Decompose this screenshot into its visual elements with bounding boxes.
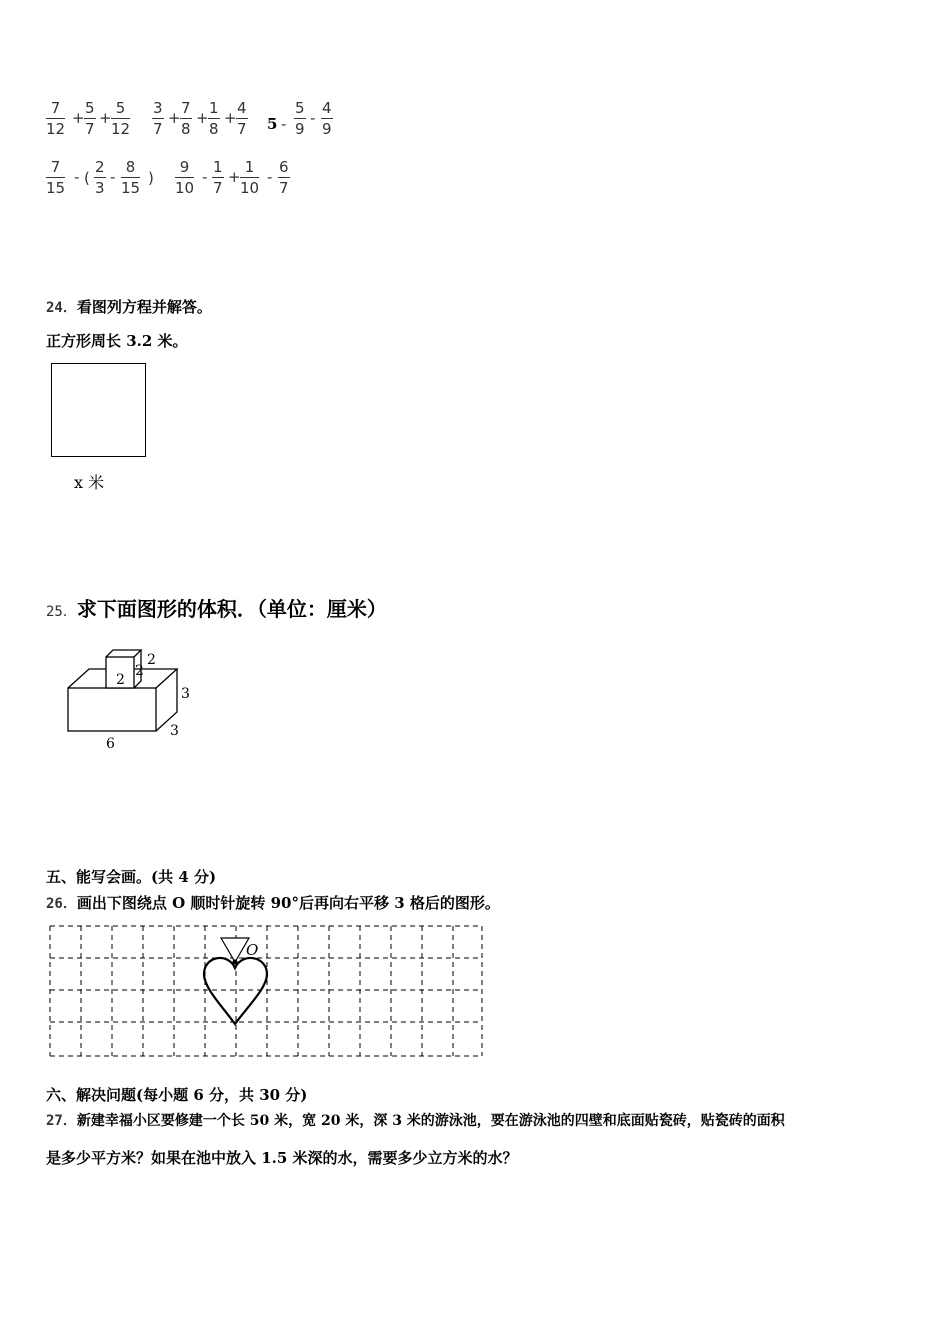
fraction: $\frac{6}{7}$	[279, 158, 289, 197]
section-6-heading: 六、解决问题(每小题 6 分，共 30 分)	[46, 1086, 308, 1104]
cube-top-face	[106, 650, 141, 657]
fraction: $\frac{7}{15}$	[46, 158, 66, 197]
fraction: $\frac{5}{7}$	[85, 99, 95, 138]
question-24	[46, 296, 212, 317]
box-front-face	[68, 688, 156, 731]
question-number: 26．	[46, 896, 77, 912]
plus-sign: +	[196, 109, 209, 127]
minus-sign: -	[110, 168, 116, 186]
minus-sign: -	[310, 109, 316, 127]
section-5-heading: 五、能写会画。(共 4 分)	[46, 868, 217, 886]
cube-front-label: 2	[116, 672, 125, 688]
square-side-label: x 米	[74, 473, 105, 492]
cube-top-label: 2	[147, 652, 156, 668]
minus-sign: -	[202, 168, 208, 186]
question-26	[46, 892, 500, 913]
fraction: $\frac{7}{8}$	[181, 99, 191, 138]
plus-sign: +	[72, 109, 85, 127]
fraction: $\frac{2}{3}$	[95, 158, 105, 197]
fraction: $\frac{8}{15}$	[121, 158, 141, 197]
minus-sign: -	[281, 115, 287, 133]
box-length-label: 6	[106, 736, 115, 752]
point-o-label: O	[246, 941, 259, 959]
fraction: $\frac{1}{8}$	[209, 99, 219, 138]
minus-sign: -	[267, 168, 273, 186]
plus-sign: +	[168, 109, 181, 127]
fraction: $\frac{5}{12}$	[111, 99, 131, 138]
plus-sign: +	[224, 109, 237, 127]
grid-lines	[50, 926, 482, 1056]
question-number: 25．	[46, 604, 77, 620]
right-paren: )	[148, 169, 154, 187]
fraction: $\frac{4}{9}$	[322, 99, 332, 138]
square-figure	[51, 363, 146, 457]
cuboid-with-cube-figure	[60, 640, 210, 755]
question-25	[46, 593, 387, 622]
cube-side-label: 2	[135, 663, 144, 679]
box-height-label: 3	[181, 686, 190, 702]
question-27-line-1	[46, 1110, 785, 1130]
plus-sign: +	[228, 168, 241, 186]
question-text: 新建幸福小区要修建一个长 50 米，宽 20 米，深 3 米的游泳池，要在游泳池的四壁和底面贴瓷砖，贴瓷砖的面积	[76, 1113, 785, 1129]
fraction: $\frac{9}{10}$	[175, 158, 195, 197]
whole-number: 5	[267, 115, 278, 133]
plus-sign: +	[99, 109, 112, 127]
fraction: $\frac{7}{12}$	[46, 99, 66, 138]
question-number: 24．	[46, 300, 77, 316]
question-27-line-2: 是多少平方米？如果在池中放入 1.5 米深的水，需要多少立方米的水？	[46, 1149, 518, 1167]
point-o	[233, 960, 238, 965]
fraction: $\frac{5}{9}$	[295, 99, 305, 138]
dashed-grid-figure	[46, 922, 486, 1062]
question-text: 画出下图绕点 O 顺时针旋转 90°后再向右平移 3 格后的图形。	[76, 894, 500, 912]
question-number: 27．	[46, 1113, 77, 1129]
fraction: $\frac{1}{7}$	[213, 158, 223, 197]
fraction: $\frac{3}{7}$	[153, 99, 163, 138]
left-paren: (	[84, 169, 90, 187]
fraction: $\frac{4}{7}$	[237, 99, 247, 138]
fraction: $\frac{1}{10}$	[240, 158, 260, 197]
minus-sign: -	[74, 168, 80, 186]
question-title: 看图列方程并解答。	[76, 298, 212, 316]
box-depth-label: 3	[170, 723, 179, 739]
question-24-description: 正方形周长 3.2 米。	[46, 332, 188, 350]
question-title: 求下面图形的体积．（单位：厘米）	[76, 597, 387, 621]
